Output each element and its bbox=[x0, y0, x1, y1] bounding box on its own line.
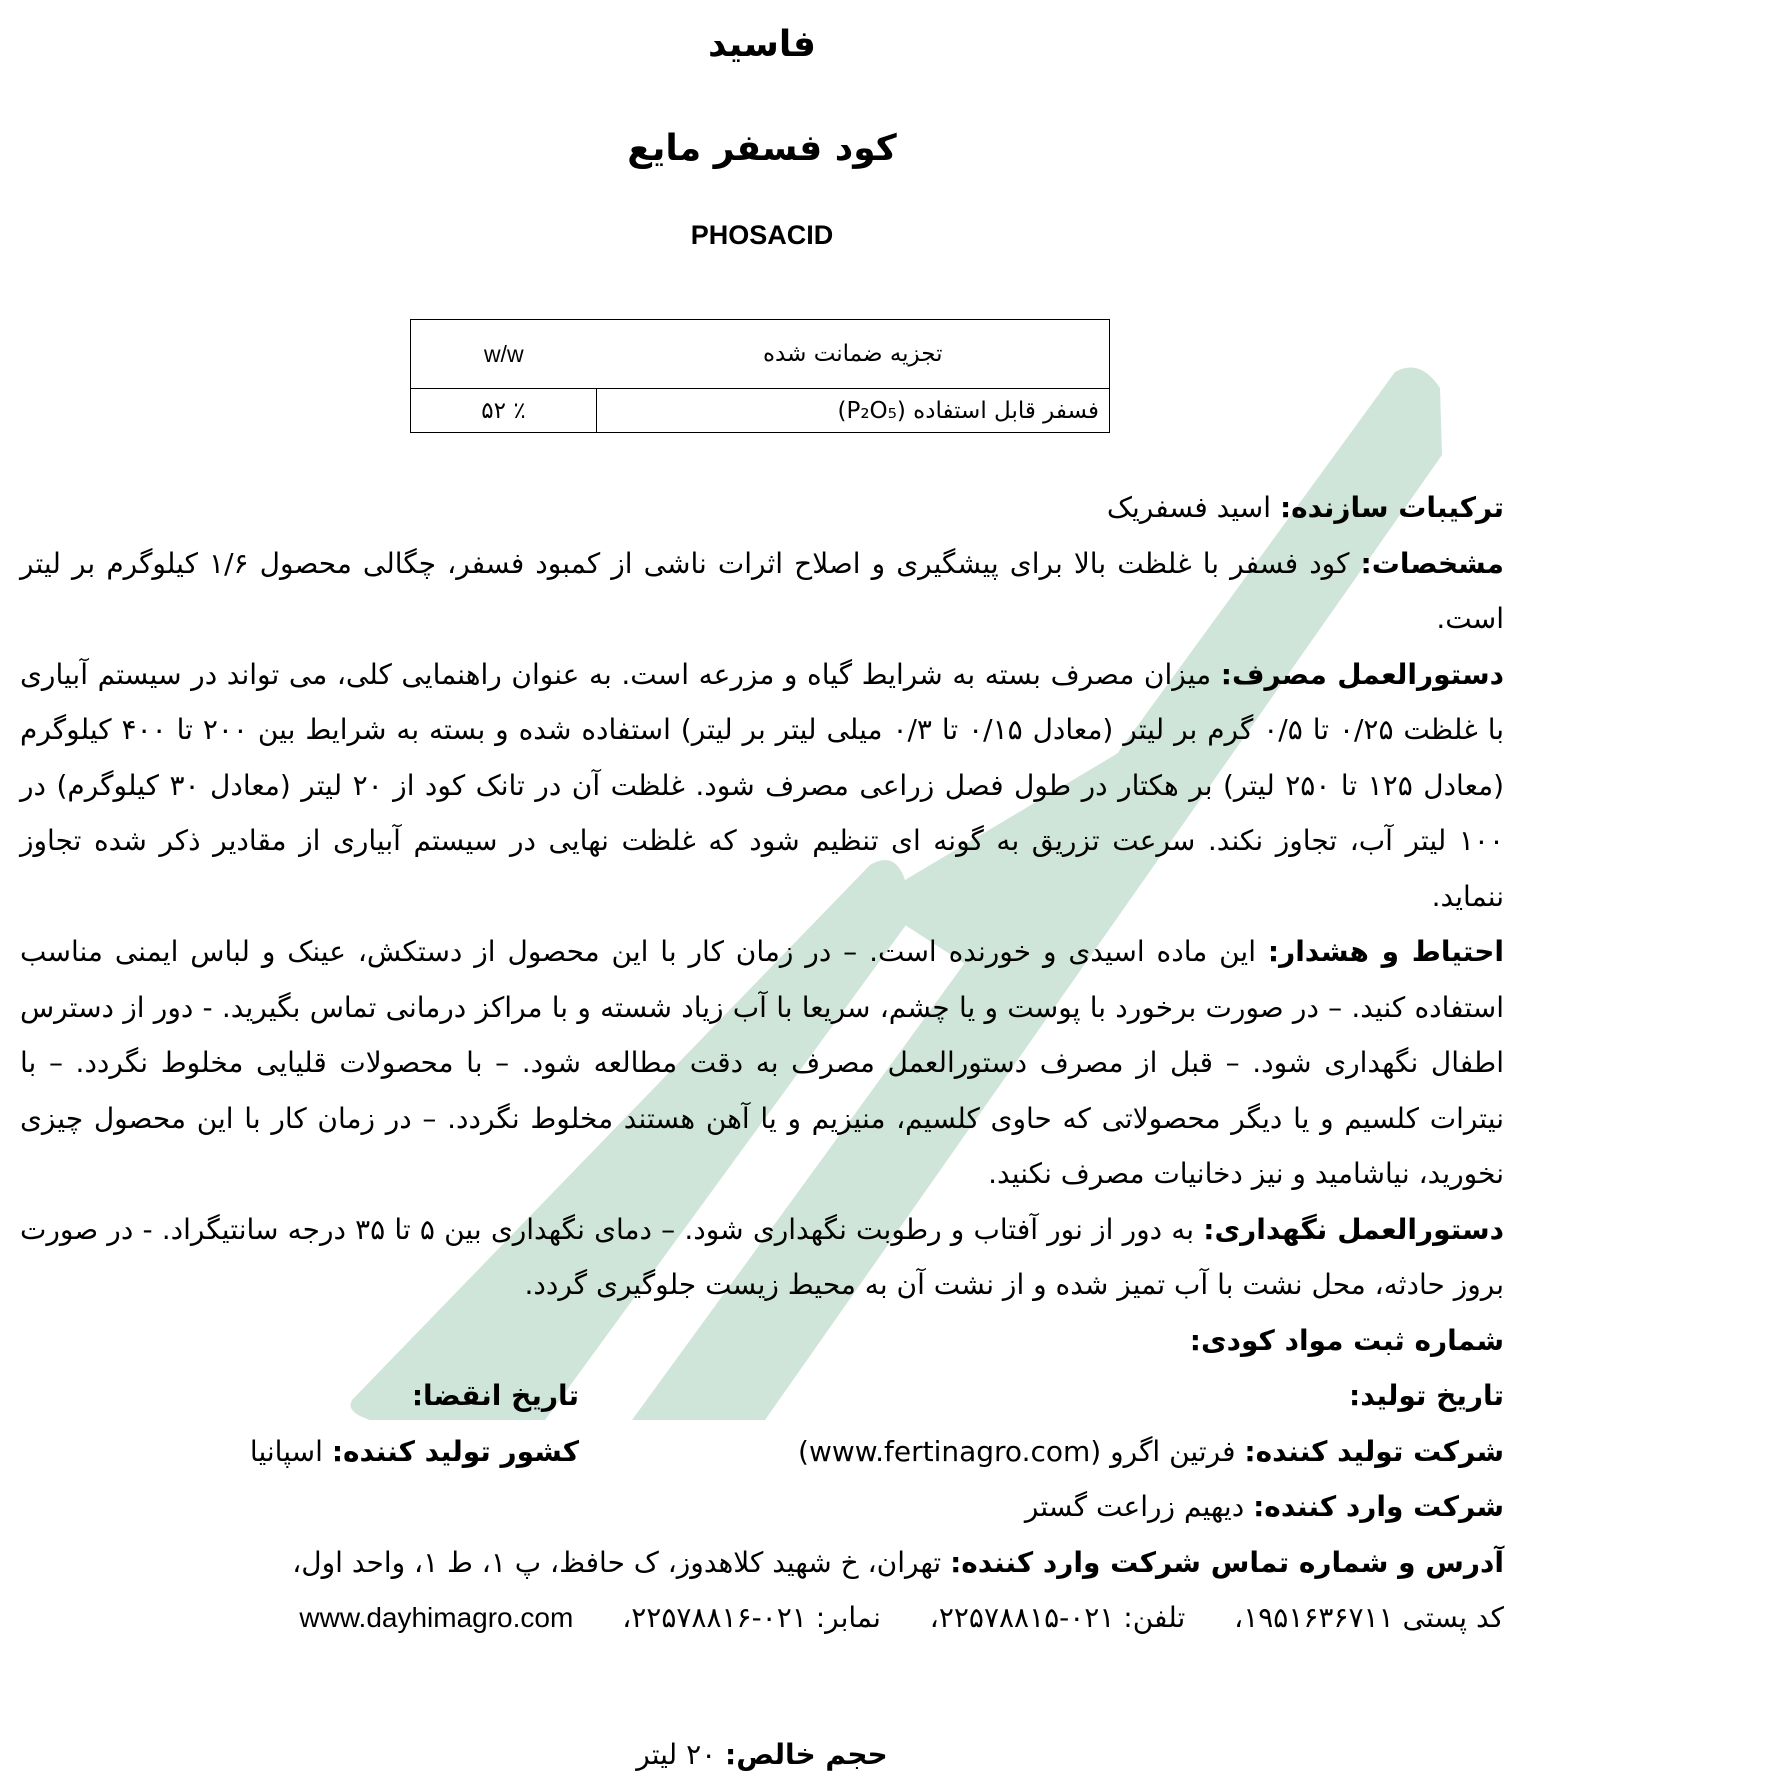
warnings: احتیاط و هشدار: این ماده اسیدی و خورنده است. – در زمان کار با این محصول از دستکش، عینک و لباس ایمنی مناسب استفاده کنید. – در صورت برخورد با پوست و یا چشم، سریعا با آب زیاد شسته و با مراکز درمانی تماس بگیرید. - دور از دسترس اطفال نگهداری شود. – قبل از مصرف دستورالعمل مصرف به دقت مطالعه شود. – با محصولات قلیایی مخلوط نگردد. – با نیترات کلسیم و یا دیگر محصولاتی که حاوی کلسیم، منیزیم و یا آهن هستند مخلوط نگردد. – در زمان کار با این محصول چیزی نخورید، نیاشامید و نیز دخانیات مصرف نکنید. bbox=[20, 935, 1504, 1190]
expiry-date: تاریخ انقضا: bbox=[411, 1379, 579, 1412]
table-row bbox=[411, 389, 1110, 433]
header-ww: w/w bbox=[411, 320, 597, 389]
product-title: فاسید bbox=[708, 24, 816, 65]
product-title-en: PHOSACID bbox=[690, 220, 834, 250]
row-label: فسفر قابل استفاده (P₂O₅) bbox=[597, 389, 1110, 433]
importer: شرکت وارد کننده: دیهیم زراعت گستر bbox=[1024, 1490, 1504, 1523]
fax: نمابر: ۰۲۱-۲۲۵۷۸۸۱۶، bbox=[622, 1601, 881, 1634]
registration-number: شماره ثبت مواد کودی: bbox=[1189, 1323, 1504, 1357]
production-date: تاریخ تولید: bbox=[1349, 1379, 1504, 1412]
contact-line bbox=[20, 1590, 1504, 1646]
postal-code: کد پستی ۱۹۵۱۶۳۶۷۱۱، bbox=[1234, 1601, 1504, 1634]
specifications: مشخصات: کود فسفر با غلظت بالا برای پیشگیری و اصلاح اثرات ناشی از کمبود فسفر، چگالی محصول ۱/۶ کیلوگرم بر لیتر است. bbox=[20, 546, 1504, 635]
country: کشور تولید کننده: اسپانیا bbox=[249, 1434, 579, 1468]
table-header-row bbox=[411, 320, 1110, 389]
header-analysis: تجزیه ضمانت شده bbox=[597, 320, 1110, 389]
storage-instructions: دستورالعمل نگهداری: به دور از نور آفتاب و رطوبت نگهداری شود. – دمای نگهداری بین ۵ تا ۳۵ درجه سانتیگراد. - در صورت بروز حادثه، محل نشت با آب تمیز شده و از نشت آن به محیط زیست جلوگیری گردد. bbox=[20, 1212, 1504, 1301]
phone: تلفن: ۰۲۱-۲۲۵۷۸۸۱۵، bbox=[929, 1601, 1186, 1634]
manufacturer: شرکت تولید کننده: فرتین اگرو (www.fertinagro.com) bbox=[798, 1434, 1504, 1468]
importer-address: آدرس و شماره تماس شرکت وارد کننده: تهران، خ شهید کلاهدوز، ک حافظ، پ ۱، ط ۱، واحد اول، bbox=[292, 1545, 1504, 1579]
usage-instructions: دستورالعمل مصرف: میزان مصرف بسته به شرایط گیاه و مزرعه است. به عنوان راهنمایی کلی، می تواند در سیستم آبیاری با غلظت ۰/۲۵ تا ۰/۵ گرم بر لیتر (معادل ۰/۱۵ تا ۰/۳ میلی لیتر بر لیتر) استفاده شده و بسته به شرایط بین ۲۰۰ تا ۴۰۰ کیلوگرم (معادل ۱۲۵ تا ۲۵۰ لیتر) بر هکتار در طول فصل زراعی مصرف شود. غلظت آن در تانک کود از ۲۰ لیتر (معادل ۳۰ کیلوگرم) در ۱۰۰ لیتر آب، تجاوز نکند. سرعت تزریق به گونه ای تنظیم شود که غلظت نهایی در سیستم آبیاری از مقادیر ذکر شده تجاوز ننماید. bbox=[20, 657, 1505, 913]
website-link[interactable]: www.dayhimagro.com bbox=[299, 1602, 574, 1633]
guaranteed-analysis-table bbox=[410, 319, 1110, 433]
row-value: ٪ ۵۲ bbox=[411, 389, 597, 433]
manufacturer-row bbox=[20, 1424, 1504, 1480]
composition: ترکیبات سازنده: اسید فسفریک bbox=[1106, 491, 1504, 524]
product-subtitle: کود فسفر مایع bbox=[627, 128, 897, 169]
net-volume: حجم خالص: ۲۰ لیتر bbox=[636, 1738, 888, 1771]
dates-row bbox=[20, 1368, 1504, 1424]
label-body bbox=[20, 480, 1504, 1646]
